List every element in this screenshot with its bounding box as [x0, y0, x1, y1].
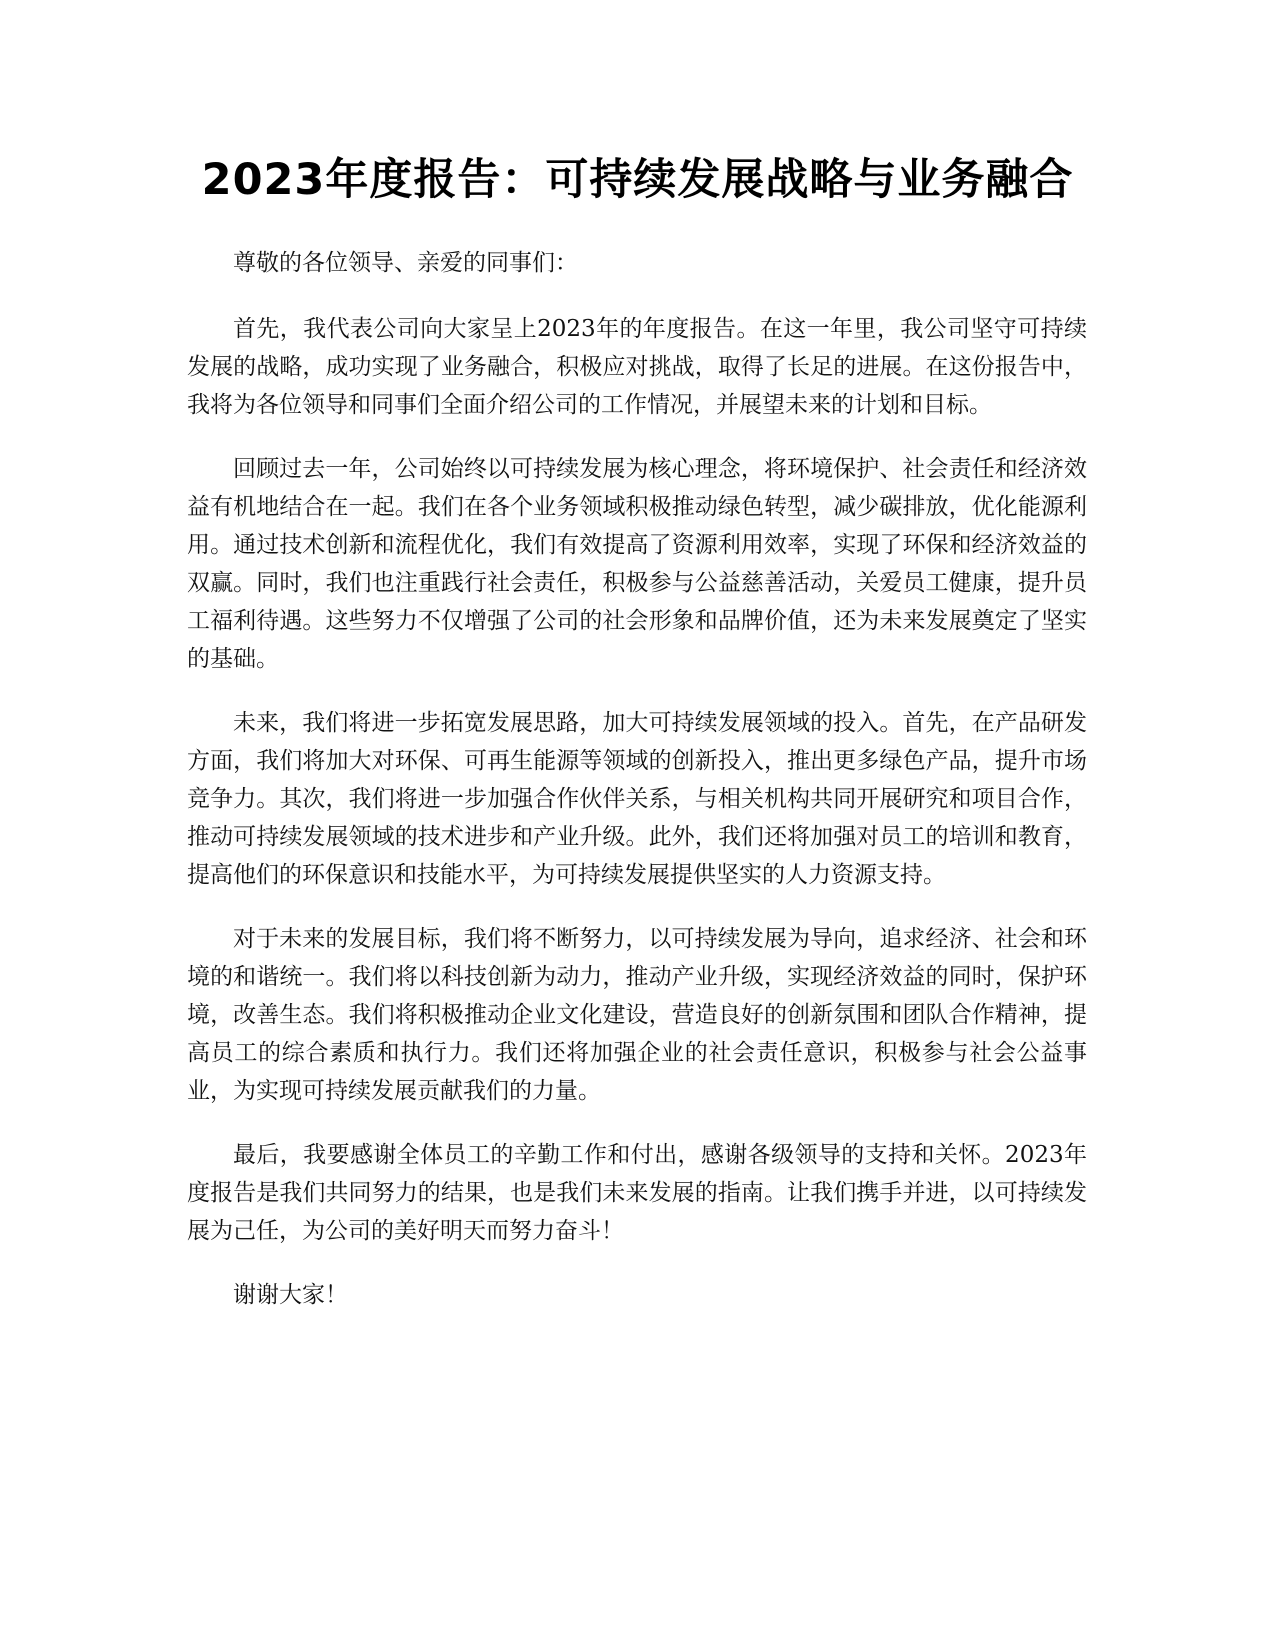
- document-title: 2023年度报告：可持续发展战略与业务融合: [201, 155, 1074, 205]
- paragraph-goals: 对于未来的发展目标，我们将不断努力，以可持续发展为导向，追求经济、社会和环境的和谐统一。我们将以科技创新为动力，推动产业升级，实现经济效益的同时，保护环境，改善生态。我们将积极推动企业文化建设，营造良好的创新氛围和团队合作精神，提高员工的综合素质和执行力。我们还将加强企业的社会责任意识，积极参与社会公益事业，为实现可持续发展贡献我们的力量。: [187, 926, 1087, 1104]
- paragraph-intro: 首先，我代表公司向大家呈上2023年的年度报告。在这一年里，我公司坚守可持续发展的战略，成功实现了业务融合，积极应对挑战，取得了长足的进展。在这份报告中，我将为各位领导和同事们全面介绍公司的工作情况，并展望未来的计划和目标。: [187, 316, 1087, 418]
- salutation: 尊敬的各位领导、亲爱的同事们：: [233, 250, 578, 276]
- closing-remark: 谢谢大家！: [233, 1282, 348, 1308]
- paragraph-thanks: 最后，我要感谢全体员工的辛勤工作和付出，感谢各级领导的支持和关怀。2023年度报告是我们共同努力的结果，也是我们未来发展的指南。让我们携手并进，以可持续发展为己任，为公司的美好明天而努力奋斗！: [187, 1142, 1087, 1244]
- paragraph-review: 回顾过去一年，公司始终以可持续发展为核心理念，将环境保护、社会责任和经济效益有机地结合在一起。我们在各个业务领域积极推动绿色转型，减少碳排放，优化能源利用。通过技术创新和流程优化，我们有效提高了资源利用效率，实现了环保和经济效益的双赢。同时，我们也注重践行社会责任，积极参与公益慈善活动，关爱员工健康，提升员工福利待遇。这些努力不仅增强了公司的社会形象和品牌价值，还为未来发展奠定了坚实的基础。: [187, 456, 1087, 672]
- document-body: [187, 244, 1087, 1340]
- paragraph-future-plans: 未来，我们将进一步拓宽发展思路，加大可持续发展领域的投入。首先，在产品研发方面，我们将加大对环保、可再生能源等领域的创新投入，推出更多绿色产品，提升市场竞争力。其次，我们将进一步加强合作伙伴关系，与相关机构共同开展研究和项目合作，推动可持续发展领域的技术进步和产业升级。此外，我们还将加强对员工的培训和教育，提高他们的环保意识和技能水平，为可持续发展提供坚实的人力资源支持。: [187, 710, 1087, 888]
